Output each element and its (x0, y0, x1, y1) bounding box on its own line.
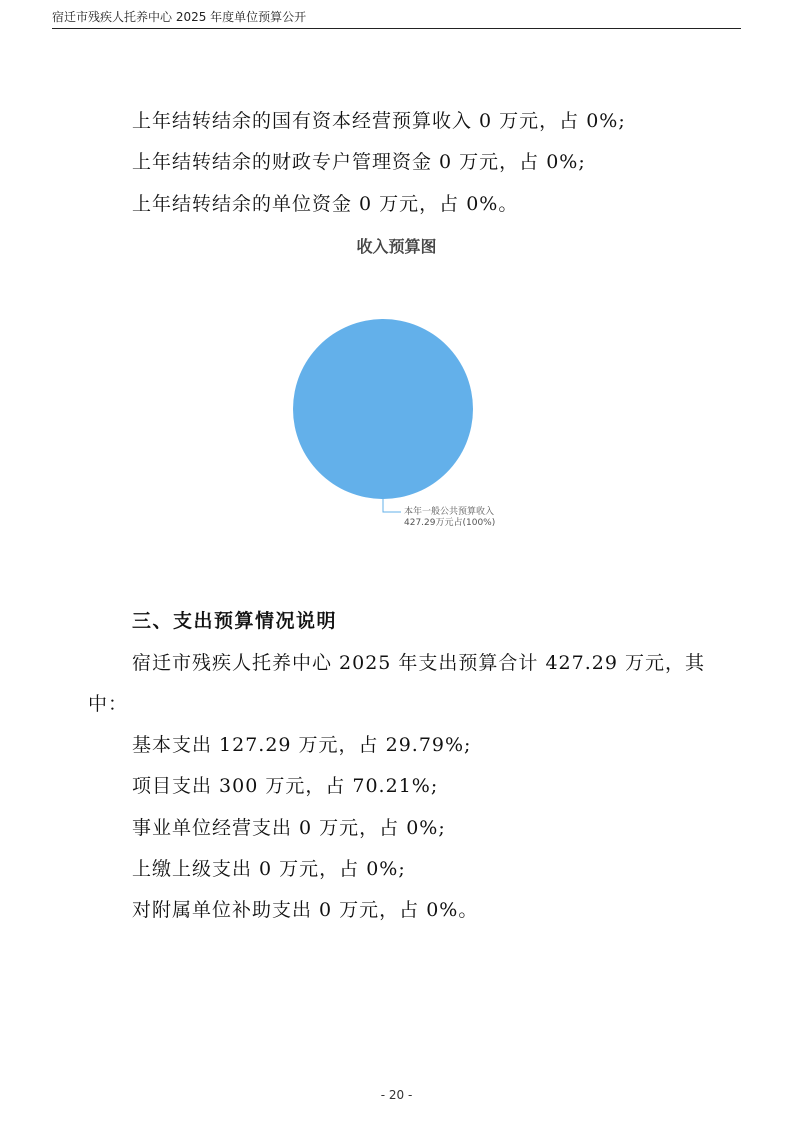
pie-slice-label: 本年一般公共预算收入 (404, 507, 495, 517)
pie-label-leader-line (383, 498, 401, 512)
income-budget-pie-chart (0, 0, 793, 560)
pie-slice-value-label: 427.29万元占(100%) (404, 518, 496, 528)
running-header: 宿迁市残疾人托养中心 2025 年度单位预算公开 (52, 10, 307, 24)
section-summary-line-2: 中： (88, 693, 129, 715)
expense-item-subsidiary-subsidy: 对附属单位补助支出 0 万元，占 0%。 (132, 899, 479, 921)
pie-slices (293, 319, 473, 499)
expense-item-upper-payment: 上缴上级支出 0 万元，占 0%; (132, 858, 406, 880)
chart-title: 收入预算图 (356, 237, 437, 256)
expense-item-basic: 基本支出 127.29 万元，占 29.79%; (132, 734, 472, 756)
page-number: - 20 - (380, 1088, 413, 1102)
section-summary-line-1: 宿迁市残疾人托养中心 2025 年支出预算合计 427.29 万元，其 (132, 652, 705, 674)
expense-item-project: 项目支出 300 万元，占 70.21%; (132, 775, 439, 797)
intro-line-2: 上年结转结余的财政专户管理资金 0 万元，占 0%; (132, 151, 586, 173)
intro-line-3: 上年结转结余的单位资金 0 万元，占 0%。 (132, 193, 519, 215)
expense-item-operating: 事业单位经营支出 0 万元，占 0%; (132, 817, 446, 839)
pie-slice-0 (293, 319, 473, 499)
section-heading: 三、支出预算情况说明 (132, 610, 338, 632)
intro-line-1: 上年结转结余的国有资本经营预算收入 0 万元，占 0%; (132, 110, 626, 132)
